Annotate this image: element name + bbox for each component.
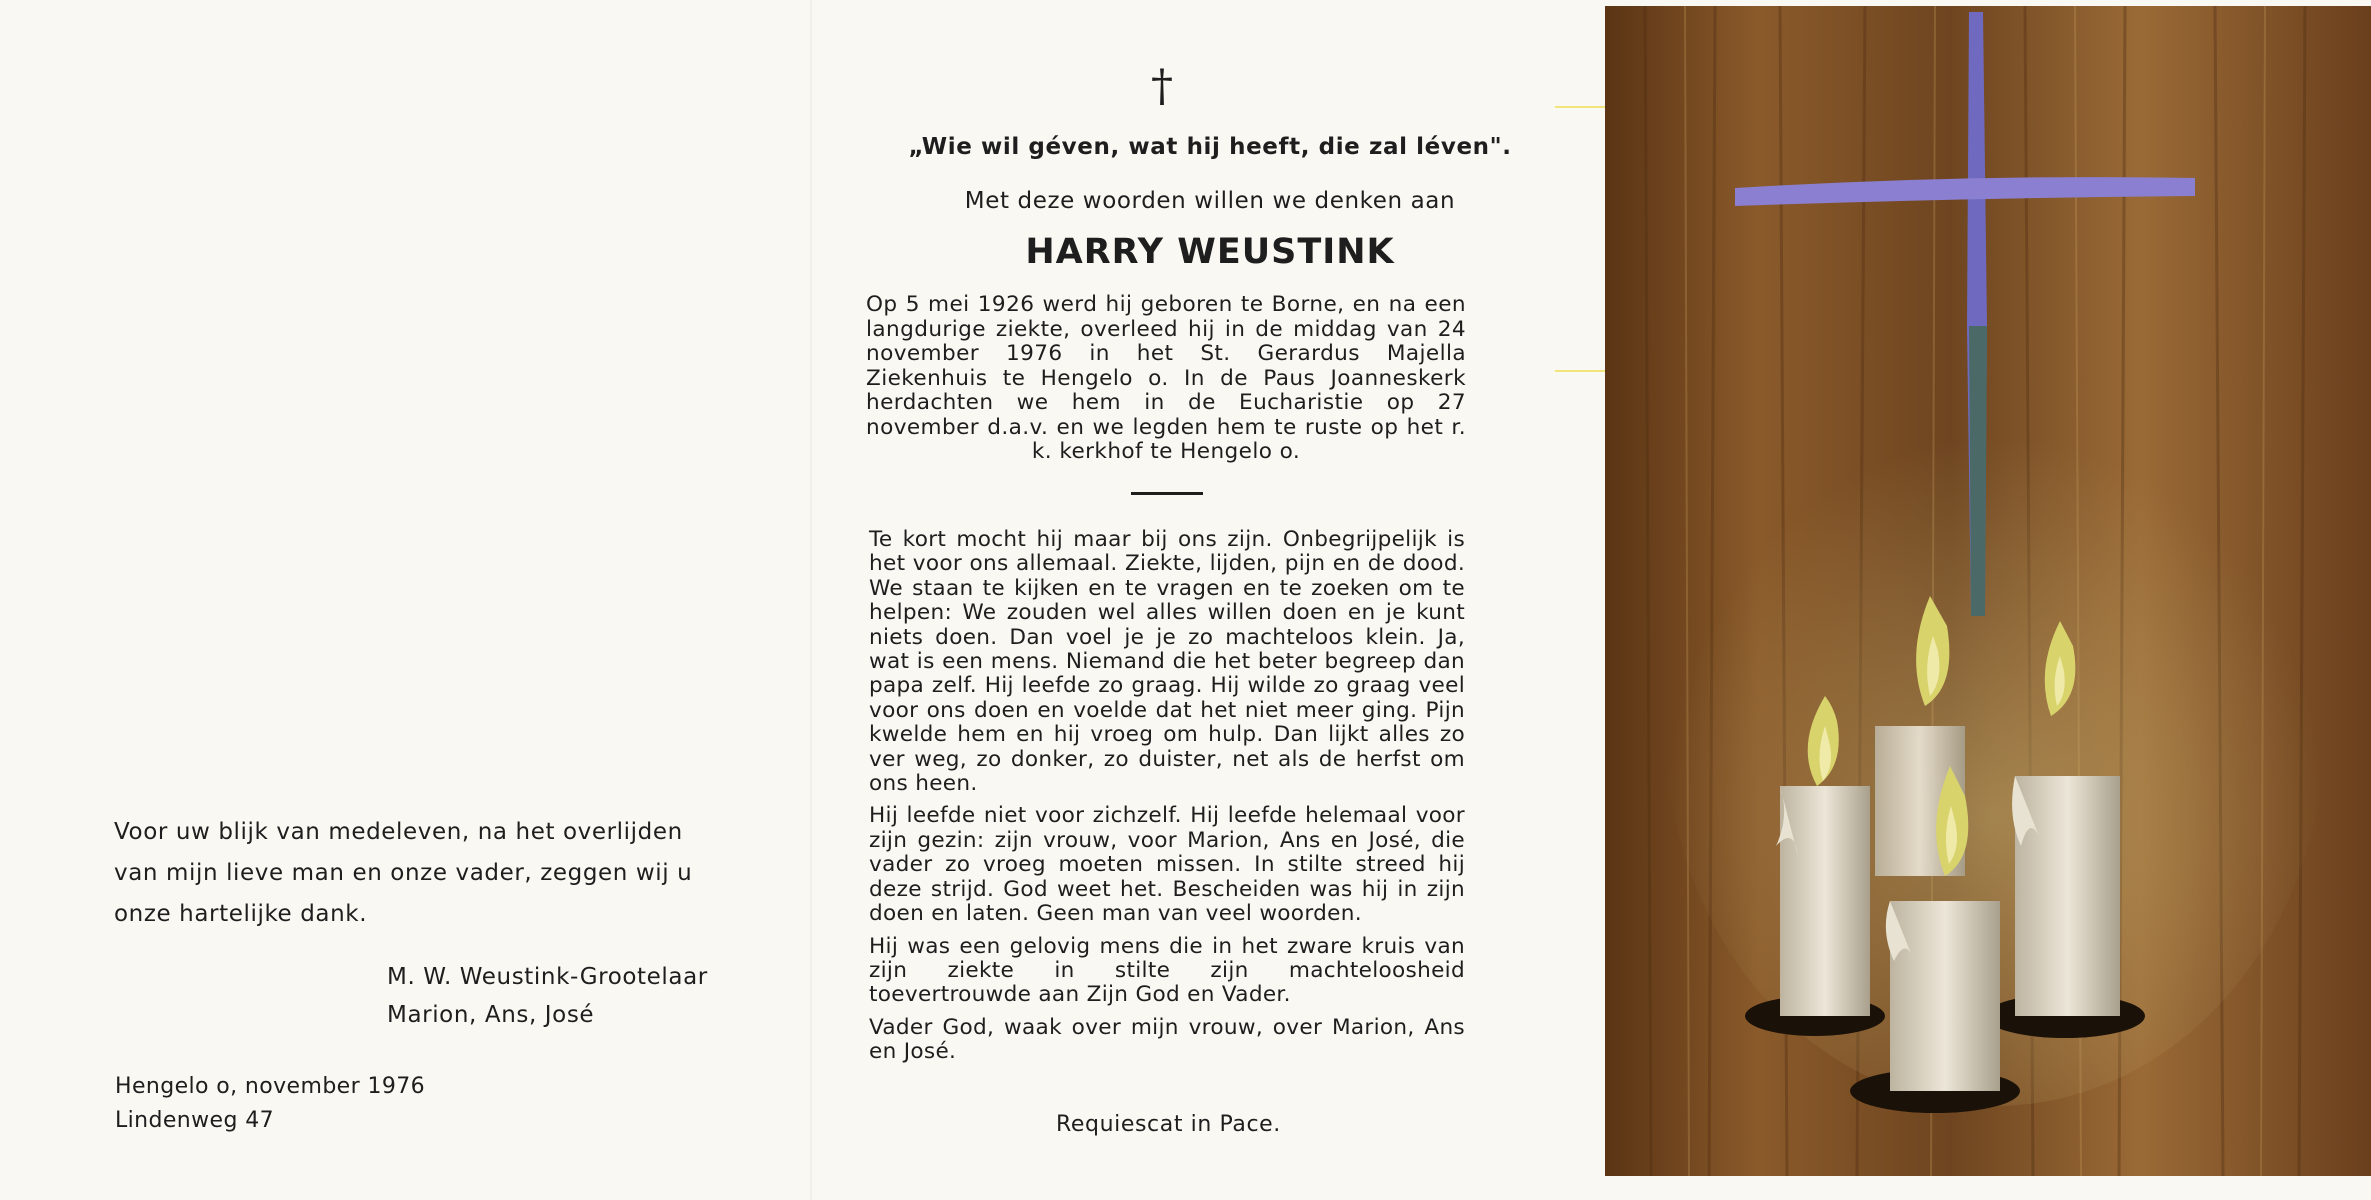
intro-text: Met deze woorden willen we denken aan [964, 188, 1456, 214]
biography: Op 5 mei 1926 werd hij geboren te Borne, en na een langdurige ziekte, overleed hij in de middag van 24 november 1976 in het St. Gerardus Majella Ziekenhuis te Hengelo o. In de Paus Joanneskerk herdachten we hem in de Eucharistie op 27 november d.a.v. en we legden hem te ruste op het r. k. kerkhof te Hengelo o. [866, 292, 1466, 464]
illustration [1605, 6, 2371, 1176]
motto: „Wie wil géven, wat hij heeft, die zal léven". [908, 134, 1512, 160]
signature [387, 958, 708, 1034]
closing-text: Requiescat in Pace. [1056, 1112, 1281, 1137]
candles-cross-painting-icon [1605, 6, 2371, 1176]
paragraph: Hij leefde niet voor zichzelf. Hij leefde helemaal voor zijn gezin: zijn vrouw, voor Marion, Ans en José, die vader zo vroeg moeten missen. In stilte streed hij deze strijd. God weet het. Bescheiden was hij in zijn doen en laten. Geen man van veel woorden. [869, 803, 1465, 927]
fold-mark [1555, 106, 1605, 108]
thanks-text: Voor uw blijk van medeleven, na het overlijden van mijn lieve man en onze vader, zeggen wij u onze hartelijke dank. [114, 819, 693, 927]
paragraph: Hij was een gelovig mens die in het zware kruis van zijn ziekte in stilte zijn machteloosheid toevertrouwde aan Zijn God en Vader. [869, 933, 1465, 1008]
divider [1131, 492, 1203, 495]
signature-line: Marion, Ans, José [387, 1002, 595, 1028]
memorial-text [869, 528, 1465, 1073]
signature-line: M. W. Weustink-Grootelaar [387, 964, 708, 990]
street: Lindenweg 47 [115, 1108, 275, 1133]
paragraph: Vader God, waak over mijn vrouw, over Marion, Ans en José. [869, 1014, 1465, 1065]
paragraph: Te kort mocht hij maar bij ons zijn. Onbegrijpelijk is het voor ons allemaal. Ziekte, lijden, pijn en de dood. We staan te kijken en te vragen en te zoeken om te helpen: We zouden wel alles willen doen en je kunt niets doen. Dan voel je je zo machteloos klein. Ja, wat is een mens. Niemand die het beter begreep dan papa zelf. Hij leefde zo graag. Hij wilde zo graag veel voor ons doen en voelde dat het niet meer ging. Pijn kwelde hem en hij vroeg om hulp. Dan lijkt alles zo ver weg, zo donker, zo duister, net als de herfst om ons heen. [869, 527, 1465, 797]
cross-icon: † [1151, 61, 1173, 112]
fold-mark [1555, 370, 1605, 372]
address [115, 1070, 425, 1138]
left-panel [0, 0, 820, 1200]
place-date: Hengelo o, november 1976 [115, 1074, 426, 1099]
deceased-name: HARRY WEUSTINK [1025, 232, 1395, 272]
